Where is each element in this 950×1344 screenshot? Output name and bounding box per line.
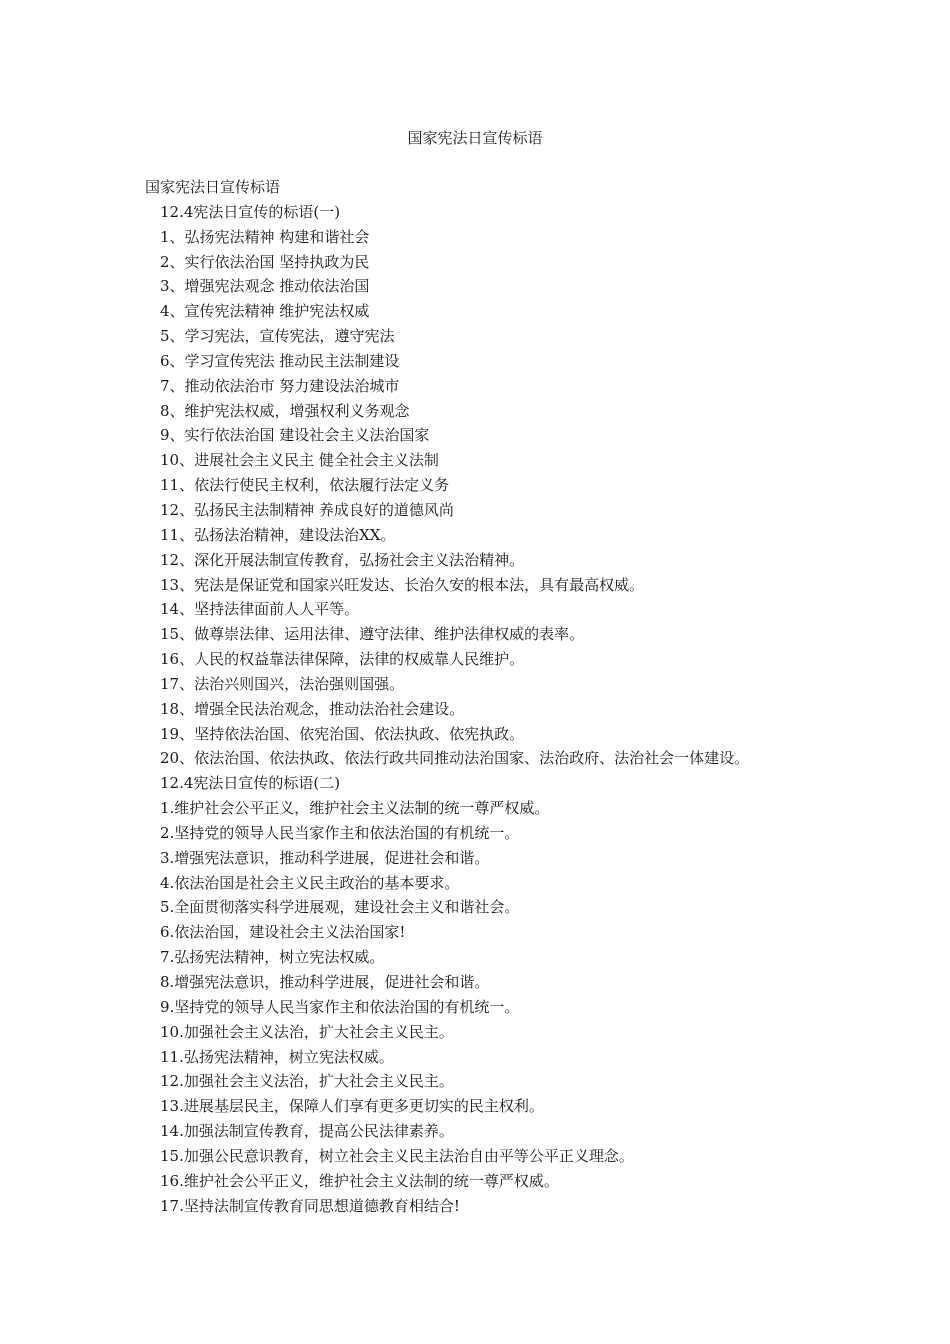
list-item: 1.维护社会公平正义，维护社会主义法制的统一尊严权威。 bbox=[160, 799, 550, 818]
list-item: 8.增强宪法意识，推动科学进展，促进社会和谐。 bbox=[160, 973, 490, 991]
list-item: 16、人民的权益靠法律保障，法律的权威靠人民维护。 bbox=[160, 650, 525, 669]
list-item: 4.依法治国是社会主义民主政治的基本要求。 bbox=[160, 873, 460, 892]
list-item: 15、做尊崇法律、运用法律、遵守法律、维护法律权威的表率。 bbox=[160, 625, 585, 644]
list-item: 11、弘扬法治精神，建设法治XX。 bbox=[160, 525, 396, 544]
list-item: 12、深化开展法制宣传教育，弘扬社会主义法治精神。 bbox=[160, 550, 525, 569]
list-item: 5、学习宪法，宣传宪法，遵守宪法 bbox=[160, 327, 395, 346]
list-item: 5.全面贯彻落实科学进展观，建设社会主义和谐社会。 bbox=[160, 898, 520, 917]
list-item: 13、宪法是保证党和国家兴旺发达、长治久安的根本法，具有最高权威。 bbox=[160, 575, 645, 594]
list-item: 3.增强宪法意识，推动科学进展，促进社会和谐。 bbox=[160, 848, 490, 867]
section-1-heading: 12.4宪法日宣传的标语(一) bbox=[160, 202, 341, 221]
list-item: 11、依法行使民主权利，依法履行法定义务 bbox=[160, 476, 450, 495]
list-item: 15.加强公民意识教育，树立社会主义民主法治自由平等公平正义理念。 bbox=[160, 1146, 634, 1165]
list-item: 14.加强法制宣传教育，提高公民法律素养。 bbox=[160, 1122, 454, 1141]
list-item: 2.坚持党的领导人民当家作主和依法治国的有机统一。 bbox=[160, 823, 520, 842]
list-item: 12、弘扬民主法制精神 养成良好的道德风尚 bbox=[160, 500, 454, 519]
list-item: 13.进展基层民主，保障人们享有更多更切实的民主权利。 bbox=[160, 1097, 544, 1116]
list-item: 1、弘扬宪法精神 构建和谐社会 bbox=[160, 227, 370, 246]
list-item: 9.坚持党的领导人民当家作主和依法治国的有机统一。 bbox=[160, 997, 520, 1016]
list-item: 16.维护社会公平正义，维护社会主义法制的统一尊严权威。 bbox=[160, 1171, 559, 1190]
list-item: 3、增强宪法观念 推动依法治国 bbox=[160, 277, 370, 296]
list-item: 4、宣传宪法精神 维护宪法权威 bbox=[160, 302, 370, 321]
list-item: 6、学习宣传宪法 推动民主法制建设 bbox=[160, 351, 400, 370]
list-item: 2、实行依法治国 坚持执政为民 bbox=[160, 252, 370, 271]
list-item: 19、坚持依法治国、依宪治国、依法执政、依宪执政。 bbox=[160, 724, 525, 743]
list-item: 7.弘扬宪法精神，树立宪法权威。 bbox=[160, 948, 385, 967]
section-2-heading: 12.4宪法日宣传的标语(二) bbox=[160, 774, 341, 793]
document-subtitle: 国家宪法日宣传标语 bbox=[145, 178, 281, 196]
list-item: 10、进展社会主义民主 健全社会主义法制 bbox=[160, 451, 439, 470]
list-item: 8、维护宪法权威，增强权利义务观念 bbox=[160, 401, 410, 420]
list-item: 17.坚持法制宣传教育同思想道德教育相结合! bbox=[160, 1196, 460, 1215]
list-item: 9、实行依法治国 建设社会主义法治国家 bbox=[160, 426, 430, 445]
list-item: 17、法治兴则国兴，法治强则国强。 bbox=[160, 674, 405, 693]
list-item: 6.依法治国，建设社会主义法治国家! bbox=[160, 923, 406, 942]
document-title: 国家宪法日宣传标语 bbox=[407, 129, 543, 147]
list-item: 18、增强全民法治观念，推动法治社会建设。 bbox=[160, 699, 465, 718]
section-2-list bbox=[145, 796, 925, 1218]
list-item: 11.弘扬宪法精神，树立宪法权威。 bbox=[160, 1047, 394, 1066]
document-body bbox=[145, 175, 925, 1218]
section-1-list bbox=[145, 225, 925, 772]
list-item: 10.加强社会主义法治，扩大社会主义民主。 bbox=[160, 1022, 454, 1041]
list-item: 20、依法治国、依法执政、依法行政共同推动法治国家、法治政府、法治社会一体建设。 bbox=[160, 749, 750, 768]
list-item: 12.加强社会主义法治，扩大社会主义民主。 bbox=[160, 1072, 454, 1091]
list-item: 7、推动依法治市 努力建设法治城市 bbox=[160, 376, 400, 395]
list-item: 14、坚持法律面前人人平等。 bbox=[160, 600, 360, 619]
